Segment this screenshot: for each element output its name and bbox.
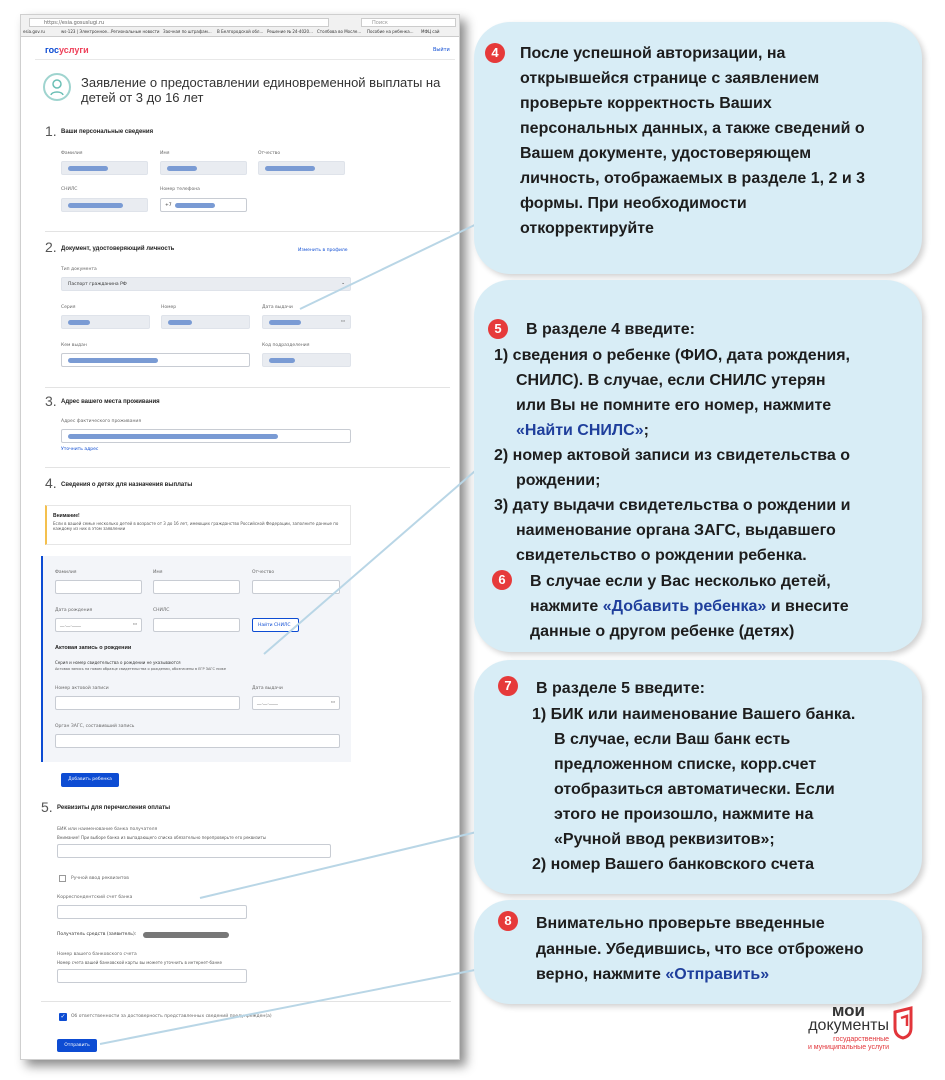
calendar-icon: ▭ [330, 700, 335, 705]
field-label: БИК или наименование банка получателя [57, 827, 158, 832]
field-label: Дата выдачи [262, 305, 293, 310]
step-number-badge: 5 [488, 319, 508, 339]
phone-field[interactable]: +7 [160, 198, 247, 212]
bookmark[interactable]: МФЦ сай [421, 29, 440, 34]
field-label: Кем выдан [61, 343, 87, 348]
field-label: Отчество [258, 151, 281, 156]
chevron-down-icon: ⌄ [341, 281, 345, 286]
submit-button[interactable]: Отправить [57, 1039, 97, 1052]
bookmark[interactable]: Пособие на ребенка... [367, 29, 414, 34]
step-number-badge: 8 [498, 911, 518, 931]
field-label: Серия [61, 305, 76, 310]
field-label: Дата рождения [55, 608, 93, 613]
brand-emblem-icon [891, 1006, 915, 1040]
child-birthdate-input[interactable]: __.__.____ ▭ [55, 618, 142, 632]
field-label: Имя [153, 570, 163, 575]
act-record-note: Серия и номер свидетельства о рождении не указываются [55, 660, 181, 665]
manual-input-label: Ручной ввод реквизитов [71, 876, 129, 881]
act-date-input[interactable]: __.__.____ ▭ [252, 696, 340, 710]
clarify-address-link[interactable]: Уточнить адрес [61, 447, 99, 452]
field-label: Адрес фактического проживания [61, 419, 142, 424]
bookmark[interactable]: Столбова во Мосле... [317, 29, 362, 34]
field-label: Номер телефона [160, 187, 200, 192]
bookmark[interactable]: ws-123 | Электронное... [61, 29, 111, 34]
field-label: Корреспондентский счет банка [57, 895, 133, 900]
page-title: Заявление о предоставлении единовременной выплаты на детей от 3 до 16 лет [81, 75, 441, 105]
act-record-sub: Актовая запись на новом образце свидетельства о рождении, обозначены в ЕГР ЗАГС ниже [55, 667, 226, 671]
exit-link[interactable]: Выйти [433, 47, 450, 53]
bookmark[interactable]: Региональные новости [111, 29, 160, 34]
section-number: 3. [45, 393, 57, 409]
step-number-badge: 7 [498, 676, 518, 696]
field-label: СНИЛС [153, 608, 170, 613]
section-number: 4. [45, 475, 57, 491]
act-record-title: Актовая запись о рождении [55, 645, 132, 651]
field-label: СНИЛС [61, 187, 78, 192]
field-label: Код подразделения [262, 343, 310, 348]
section-number: 1. [45, 123, 57, 139]
field-label: Номер [161, 305, 177, 310]
section-title: Документ, удостоверяющий личность [61, 246, 175, 252]
field-label: Имя [160, 151, 170, 156]
recipient-label: Получатель средств (заявитель): [57, 932, 137, 937]
calendar-icon: ▭ [340, 319, 345, 324]
step-number-badge: 6 [492, 570, 512, 590]
section-number: 2. [45, 239, 57, 255]
agree-checkbox[interactable]: ✓ [60, 1013, 66, 1020]
section-title: Ваши персональные сведения [61, 129, 154, 135]
field-label: Дата выдачи [252, 686, 283, 691]
bookmark[interactable]: Заочная по штрафам... [163, 29, 212, 34]
callout-step-7: 7 В разделе 5 введите: 1) БИК или наименование Вашего банка. В случае, если Ваш банк есть предложенном списке, корр.счет отобразиться автоматически. Если этого не произошло, нажмите на «Ручной ввод реквизитов»; 2) номер Вашего банковского счета [474, 660, 922, 894]
field-label: Орган ЗАГС, составивший запись [55, 724, 135, 729]
bookmark[interactable]: Решение № 24-4020... [267, 29, 313, 34]
add-child-ref: «Добавить ребенка» [602, 598, 767, 615]
section-number: 5. [41, 799, 53, 815]
bookmark[interactable]: esia.gov.ru [23, 29, 45, 34]
field-label: Фамилия [61, 151, 83, 156]
url-bar[interactable]: https://esia.gosuslugi.ru [29, 18, 329, 27]
field-label: Номер вашего банковского счета [57, 952, 137, 957]
callout-step-4: 4 После успешной авторизации, на открывшейся странице с заявлением проверьте корректность Ваших персональных данных, а также сведений о Вашем документе, удостоверяющем личность, отображаемых в разделе 1, 2 и 3 формы. При необходимости откорректируйте [474, 22, 922, 274]
add-child-button[interactable]: Добавить ребенка [61, 773, 119, 787]
bik-note: Внимание! При выборе банка из выпадающего списка обязательно перепроверьте его реквизиты [57, 835, 266, 840]
account-note: Номер счета вашей банковской карты вы можете уточнить в интернет-банке [57, 960, 222, 965]
search-bar[interactable]: Поиск [361, 18, 456, 27]
bookmark[interactable]: В Белгородской обл... [217, 29, 264, 34]
warning-box: Внимание! Если в вашей семье несколько детей в возрасте от 3 до 16 лет, имеющих гражданство Российской Федерации, заполните данные по каждому из них в этом заявлении [45, 505, 351, 545]
find-snils-button[interactable]: Найти СНИЛС [252, 618, 299, 632]
section-title: Адрес вашего места проживания [61, 399, 160, 405]
find-snils-ref: «Найти СНИЛС» [516, 422, 644, 439]
edit-in-profile-link[interactable]: Изменить в профиле [298, 248, 348, 253]
gosuslugi-logo[interactable]: госуслуги [45, 45, 89, 55]
section-title: Реквизиты для перечисления оплаты [57, 805, 171, 811]
field-label: Отчество [252, 570, 275, 575]
calendar-icon: ▭ [132, 622, 137, 627]
moi-dokumenty-logo: мои документы государственные и муниципальные услуги [785, 1000, 925, 1070]
doctype-select[interactable]: Паспорт гражданина РФ ⌄ [61, 277, 351, 291]
callout-step-8: 8 Внимательно проверьте введенные данные. Убедившись, что все отброжено верно, нажмите «Отправить» [474, 900, 922, 1004]
callout-step-5-6: 5 В разделе 4 введите: 1) сведения о ребенке (ФИО, дата рождения, СНИЛС). В случае, если СНИЛС утерян или Вы не помните его номер, нажмите «Найти СНИЛС»; 2) номер актовой записи из свидетельства о рождении; 3) дату выдачи свидетельства о рождении и наименование органа ЗАГС, выдавшего свидетельство о рождении ребенка. 6 В случае если у Вас несколько детей, нажмите «Добавить ребенка» и внесите данные о другом ребенке (детях) [474, 280, 922, 652]
field-label: Номер актовой записи [55, 686, 109, 691]
step-number-badge: 4 [485, 43, 505, 63]
section-title: Сведения о детях для назначения выплаты [61, 482, 193, 488]
field-label: Фамилия [55, 570, 77, 575]
agree-label: Об ответственности за достоверность представленных сведений предупрежден(а) [71, 1014, 272, 1019]
submit-ref: «Отправить» [665, 966, 770, 983]
field-label: Тип документа [61, 267, 97, 272]
